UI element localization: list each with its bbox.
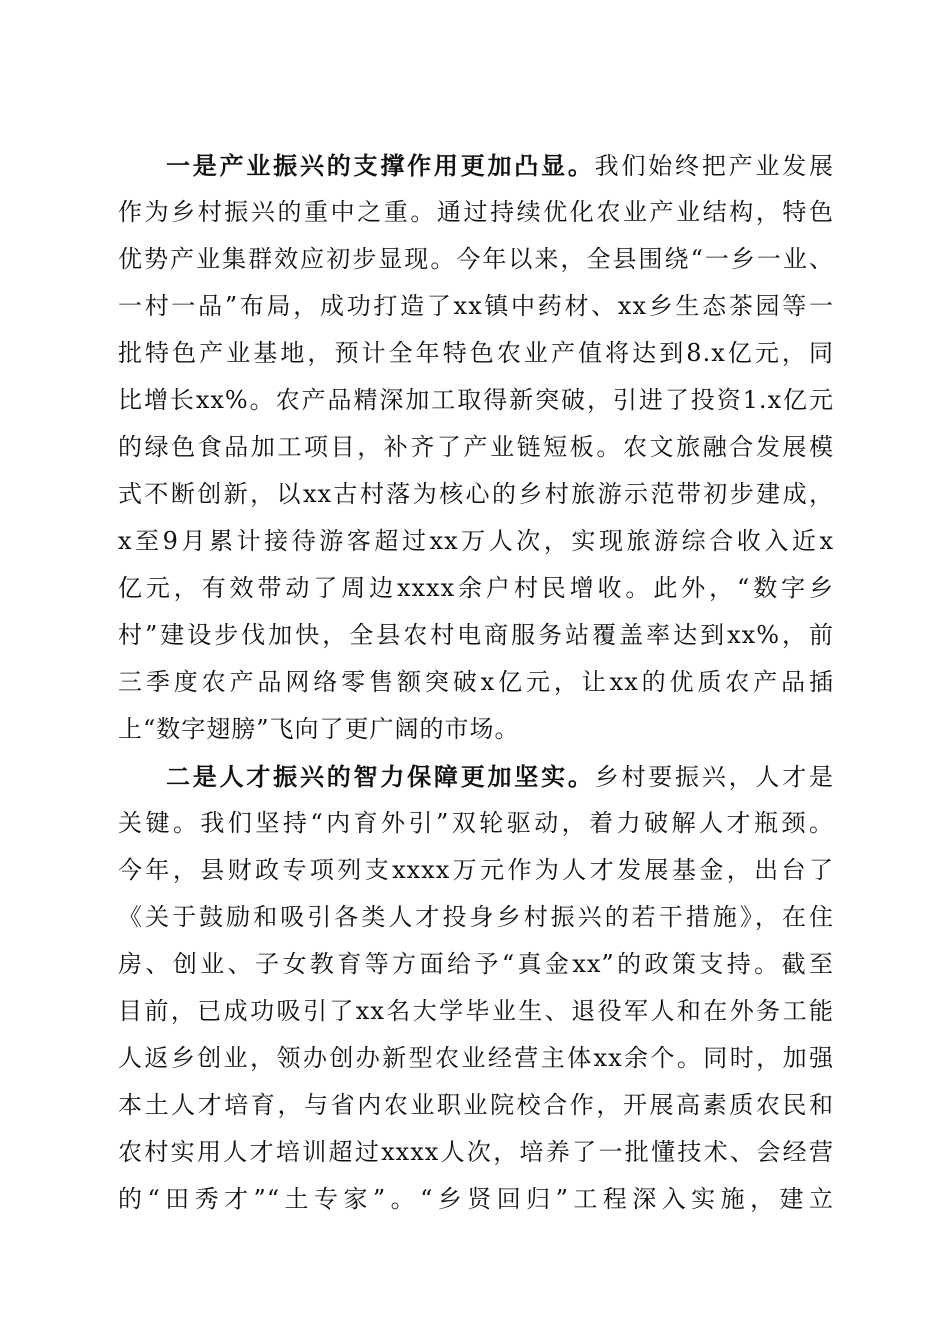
document-body xyxy=(118,142,834,1223)
paragraph-1-line: 式不断创新，以xx古村落为核心的乡村旅游示范带初步建成， xyxy=(118,480,834,508)
paragraph-2-line: 关键。我们坚持“内育外引”双轮驱动，着力破解人才瓶颈。 xyxy=(118,809,834,837)
paragraph-1-line: 亿元，有效带动了周边xxxx余户村民增收。此外，“数字乡 xyxy=(118,574,834,602)
paragraph-2-heading: 二是人才振兴的智力保障更加坚实。 xyxy=(166,762,595,791)
paragraph-1-line: 作为乡村振兴的重中之重。通过持续优化农业产业结构，特色 xyxy=(118,198,834,226)
paragraph-1-heading: 一是产业振兴的支撑作用更加凸显。 xyxy=(166,151,595,180)
paragraph-1-line: 比增长xx%。农产品精深加工取得新突破，引进了投资1.x亿元 xyxy=(118,386,834,414)
paragraph-2-line: 今年，县财政专项列支xxxx万元作为人才发展基金，出台了 xyxy=(118,856,834,884)
paragraph-2-line: 农村实用人才培训超过xxxx人次，培养了一批懂技术、会经营 xyxy=(118,1138,834,1166)
paragraph-1-line: 我们始终把产业发展 xyxy=(594,152,835,180)
paragraph-1-line: 一村一品”布局，成功打造了xx镇中药材、xx乡生态茶园等一 xyxy=(118,292,834,320)
paragraph-1-line: 的绿色食品加工项目，补齐了产业链短板。农文旅融合发展模 xyxy=(118,433,834,461)
paragraph-1-line: 优势产业集群效应初步显现。今年以来，全县围绕“一乡一业、 xyxy=(118,245,834,273)
paragraph-1-line: x至9月累计接待游客超过xx万人次，实现旅游综合收入近x xyxy=(118,527,834,555)
paragraph-2-line: 目前，已成功吸引了xx名大学毕业生、退役军人和在外务工能 xyxy=(118,997,834,1025)
paragraph-2-line: 《关于鼓励和吸引各类人才投身乡村振兴的若干措施》，在住 xyxy=(118,903,834,931)
paragraph-1-line: 批特色产业基地，预计全年特色农业产值将达到8.x亿元，同 xyxy=(118,339,834,367)
paragraph-1-line: 三季度农产品网络零售额突破x亿元，让xx的优质农产品插 xyxy=(118,668,834,696)
paragraph-2-first-line xyxy=(118,753,834,800)
paragraph-1-line: 村”建设步伐加快，全县农村电商服务站覆盖率达到xx%，前 xyxy=(118,621,834,649)
paragraph-2-line: 人返乡创业，领办创办新型农业经营主体xx余个。同时，加强 xyxy=(118,1044,834,1072)
paragraph-2-line: 的“田秀才”“土专家”。“乡贤回归”工程深入实施，建立 xyxy=(118,1185,834,1213)
paragraph-2-line: 本土人才培育，与省内农业职业院校合作，开展高素质农民和 xyxy=(118,1091,834,1119)
paragraph-2-line: 房、创业、子女教育等方面给予“真金xx”的政策支持。截至 xyxy=(118,950,834,978)
paragraph-2-line: 乡村要振兴，人才是 xyxy=(594,763,835,791)
paragraph-1-first-line xyxy=(118,142,834,189)
paragraph-1-last-line: 上“数字翅膀”飞向了更广阔的市场。 xyxy=(118,715,520,743)
